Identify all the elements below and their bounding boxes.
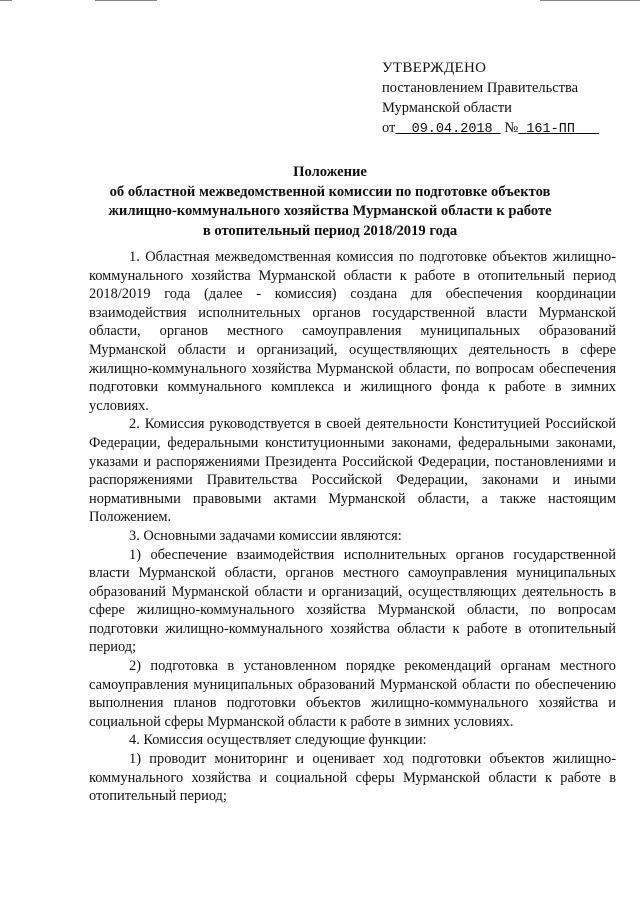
scan-edge-line [540,0,640,1]
document-title [70,163,590,241]
title-line-4: в отопительный период 2018/2019 года [202,222,458,239]
approval-heading: УТВЕРЖДЕНО [382,60,487,76]
paragraph: 3. Основными задачами комиссии являются: [129,527,402,544]
paragraph: 2) подготовка в установленном порядке рекомендаций органам местного самоуправления муниципальных образований Мурманской области по обеспечению выполнения планов подготовки объектов жилищно-коммунального хозяйства и социальной сферы Мурманской области к работе в зимних условиях. [89,658,616,730]
paragraph: 4. Комиссия осуществляет следующие функции: [129,732,427,749]
scan-edge-line [95,0,157,1]
scan-edge-line [0,0,12,1]
approval-stamp [382,58,622,140]
approval-date: 09.04.2018 [411,122,493,137]
title-line-3: жилищно-коммунального хозяйства Мурманской области к работе [108,203,552,219]
date-prefix: от [382,120,396,136]
title-line-1: Положение [293,164,367,180]
approval-line-2: Мурманской области [382,100,512,116]
paragraph: 2. Комиссия руководствуется в своей деятельности Конституцией Российской Федерации, федеральными конституционными законами, федеральными законами, указами и распоряжениями Президента Российской Федерации, постановлениями и распоряжениями Правительства Российской Федерации, законами и иными нормативными правовыми актами Мурманской области, а также настоящим Положением. [89,416,616,526]
paragraph: 1) обеспечение взаимодействия исполнительных органов государственной власти Мурманской области, органов местного самоуправления муниципальных образований Мурманской области и организаций, осуществляющих деятельность в сфере жилищно-коммунального хозяйства Мурманской области, по вопросам подготовки жилищно-коммунального хозяйства области к работе в отопительный период; [89,546,616,656]
title-line-2: об областной межведомственной комиссии по подготовке объектов [109,183,551,200]
approval-date-line [382,118,622,140]
document-body [89,248,616,806]
number-prefix: № [504,120,519,136]
approval-number: 161-ПП [526,122,575,137]
paragraph: 1. Областная межведомственная комиссия по подготовке объектов жилищно-коммунального хозяйства Мурманской области к работе в отопительный период 2018/2019 года (далее - комиссия) создана для обеспечения координации взаимодействия исполнительных органов государственной власти Мурманской области, органов местного самоуправления муниципальных образований Мурманской области и организаций, осуществляющих деятельность в сфере жилищно-коммунального хозяйства Мурманской области, по вопросам обеспечения подготовки коммунального комплекса и жилищного фонда к работе в зимних условиях. [89,249,616,414]
approval-line-1: постановлением Правительства [382,80,579,96]
paragraph: 1) проводит мониторинг и оценивает ход подготовки объектов жилищно-коммунального хозяйства и социальной сферы Мурманской области к работе в отопительный период; [89,751,616,805]
